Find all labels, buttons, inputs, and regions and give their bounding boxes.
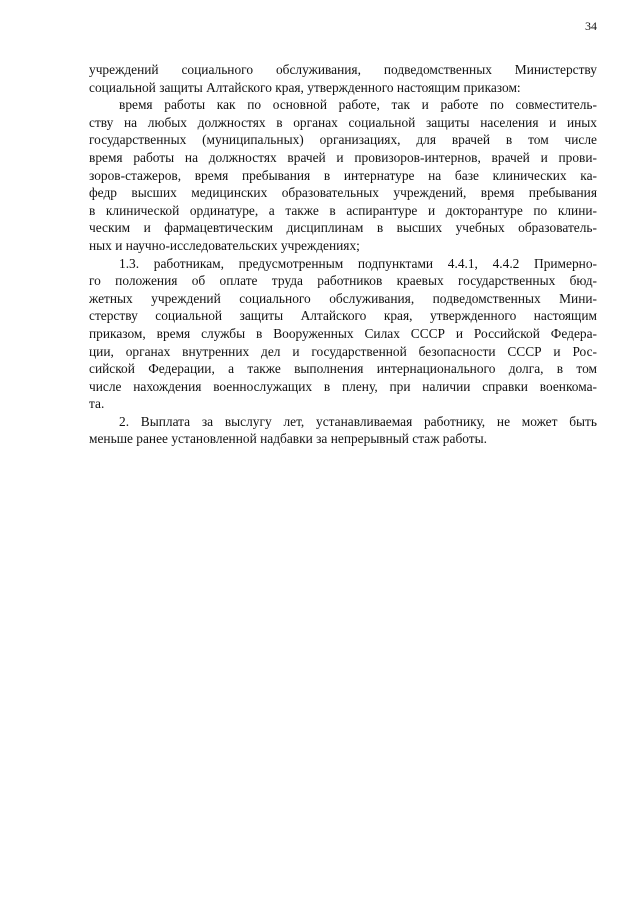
text-line: в клинической ординатуре, а также в аспирантуре и докторантуре по клини- [89,202,597,218]
text-line: та. [89,396,105,412]
document-body [89,61,597,448]
text-line: меньше ранее установленной надбавки за непрерывный стаж работы. [89,431,487,447]
text-line: жетных учреждений социального обслуживания, подведомственных Мини- [89,290,597,306]
text-line: ству на любых должностях в органах социальной защиты населения и иных [89,114,597,130]
text-line: го положения об оплате труда работников краевых государственных бюд- [89,273,597,289]
text-line: 2. Выплата за выслугу лет, устанавливаемая работнику, не может быть [119,413,597,429]
text-line: ческим и фармацевтическим дисциплинам в высших учебных образователь- [89,220,597,236]
text-line: время работы на должностях врачей и провизоров-интернов, врачей и прови- [89,149,597,165]
text-line: сийской Федерации, а также выполнения интернационального долга, в том [89,361,597,377]
text-line: зоров-стажеров, время пребывания в интернатуре на базе клинических ка- [89,167,597,183]
text-line: стерству социальной защиты Алтайского края, утвержденного настоящим [89,308,597,324]
text-line: 1.3. работникам, предусмотренным подпунктами 4.4.1, 4.4.2 Примерно- [119,255,597,271]
text-line: ции, органах внутренних дел и государственной безопасности СССР и Рос- [89,343,597,359]
text-line: время работы как по основной работе, так и работе по совместитель- [119,97,597,113]
text-line: федр высших медицинских образовательных учреждений, время пребывания [89,185,597,201]
text-line: числе нахождения военнослужащих в плену, при наличии справки военкома- [89,378,597,394]
text-line: учреждений социального обслуживания, подведомственных Министерству [89,62,597,77]
text-line: государственных (муниципальных) организациях, для врачей в том числе [89,132,597,148]
text-line: ных и научно-исследовательских учреждениях; [89,237,360,253]
text-line: приказом, время службы в Вооруженных Силах СССР и Российской Федера- [89,325,597,341]
text-line: социальной защиты Алтайского края, утвержденного настоящим приказом: [89,79,521,95]
page-number: 34 [585,19,597,33]
